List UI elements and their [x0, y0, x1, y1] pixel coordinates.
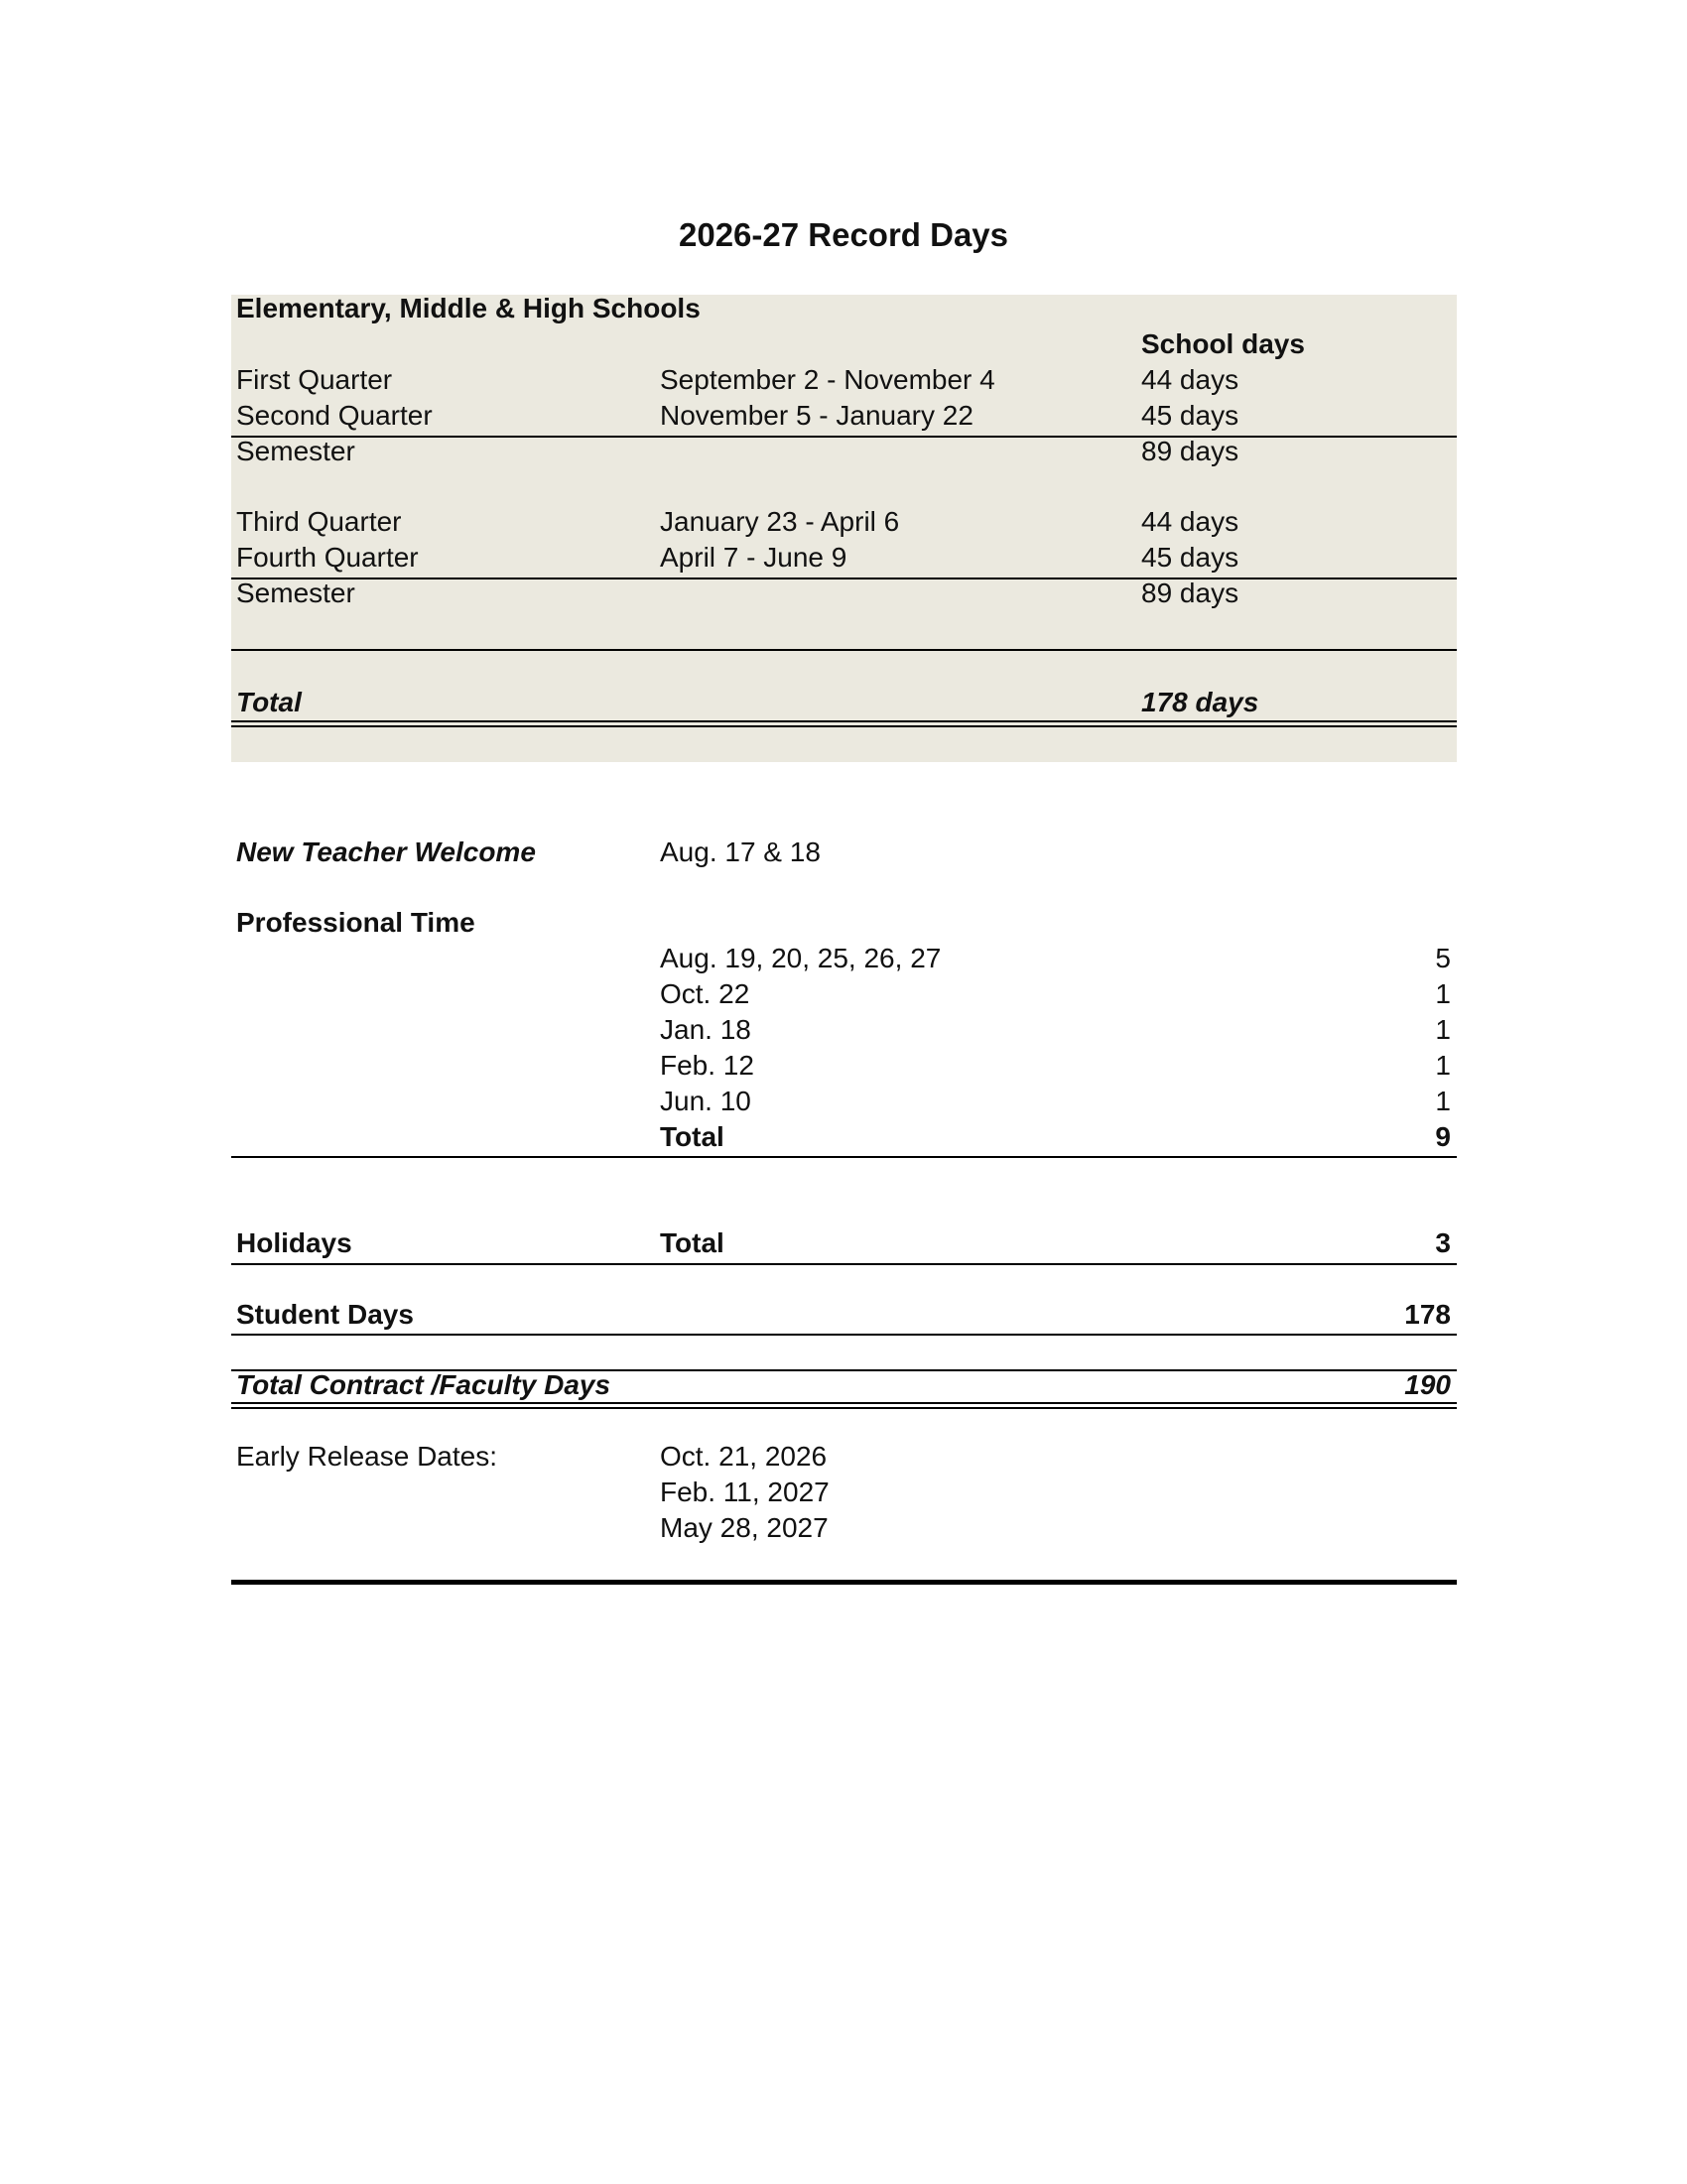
early-release-row [231, 1475, 1457, 1510]
quarter-row [231, 362, 1457, 398]
quarter-name: First Quarter [236, 364, 393, 395]
student-days-row [231, 1297, 1457, 1333]
professional-count: 1 [1435, 1050, 1451, 1081]
quarter-days: 45 days [1141, 542, 1239, 573]
quarter-name: Third Quarter [236, 506, 402, 537]
professional-dates: Aug. 19, 20, 25, 26, 27 [660, 943, 942, 973]
holidays-row [231, 1225, 1457, 1261]
professional-dates: Oct. 22 [660, 978, 750, 1009]
professional-total-row [231, 1119, 1457, 1155]
professional-dates: Jun. 10 [660, 1086, 751, 1116]
double-divider [231, 720, 1457, 727]
quarter-row [231, 504, 1457, 540]
page-title: 2026-27 Record Days [678, 216, 1009, 253]
divider [231, 649, 1457, 651]
professional-row [231, 1084, 1457, 1119]
early-release-date: Feb. 11, 2027 [660, 1477, 830, 1507]
quarter-row [231, 540, 1457, 576]
divider [231, 1334, 1457, 1336]
school-days-header-row [231, 326, 1457, 362]
professional-total-value: 9 [1435, 1121, 1451, 1152]
semester-label: Semester [236, 436, 355, 466]
semester-days: 89 days [1141, 578, 1239, 608]
professional-count: 1 [1435, 1086, 1451, 1116]
student-days-label: Student Days [236, 1299, 414, 1330]
early-release-date: Oct. 21, 2026 [660, 1441, 828, 1472]
new-teacher-label: New Teacher Welcome [236, 836, 536, 867]
professional-row [231, 941, 1457, 976]
professional-total-label: Total [660, 1121, 724, 1152]
schools-heading-row [231, 291, 1457, 326]
contract-days-value: 190 [1404, 1369, 1451, 1400]
student-days-value: 178 [1404, 1299, 1451, 1330]
early-release-row [231, 1439, 1457, 1475]
quarter-dates: April 7 - June 9 [660, 542, 847, 573]
quarter-dates: January 23 - April 6 [660, 506, 900, 537]
school-total-label: Total [236, 687, 302, 717]
quarter-days: 44 days [1141, 364, 1239, 395]
semester-row [231, 576, 1457, 611]
early-release-date: May 28, 2027 [660, 1512, 829, 1543]
professional-row [231, 1012, 1457, 1048]
holidays-total-label: Total [660, 1227, 724, 1258]
early-release-row [231, 1510, 1457, 1546]
quarter-days: 44 days [1141, 506, 1239, 537]
quarter-dates: September 2 - November 4 [660, 364, 995, 395]
divider [231, 1156, 1457, 1158]
bottom-rule [231, 1580, 1457, 1585]
quarter-dates: November 5 - January 22 [660, 400, 973, 431]
school-total-value: 178 days [1141, 687, 1259, 717]
double-divider [231, 1402, 1457, 1409]
holidays-label: Holidays [236, 1227, 352, 1258]
professional-count: 5 [1435, 943, 1451, 973]
professional-heading-row [231, 905, 1457, 941]
semester-row [231, 434, 1457, 469]
professional-label: Professional Time [236, 907, 475, 938]
contract-days-label: Total Contract /Faculty Days [236, 1369, 611, 1400]
professional-row [231, 1048, 1457, 1084]
professional-count: 1 [1435, 1014, 1451, 1045]
quarter-row [231, 398, 1457, 434]
professional-row [231, 976, 1457, 1012]
new-teacher-dates: Aug. 17 & 18 [660, 836, 821, 867]
new-teacher-row [231, 835, 1457, 870]
holidays-value: 3 [1435, 1227, 1451, 1258]
school-days-header: School days [1141, 328, 1305, 359]
divider [231, 1263, 1457, 1265]
school-total-row [231, 685, 1457, 720]
semester-days: 89 days [1141, 436, 1239, 466]
contract-days-row [231, 1367, 1457, 1403]
professional-dates: Feb. 12 [660, 1050, 754, 1081]
quarter-name: Second Quarter [236, 400, 433, 431]
quarter-name: Fourth Quarter [236, 542, 419, 573]
quarter-days: 45 days [1141, 400, 1239, 431]
early-release-label: Early Release Dates: [236, 1441, 498, 1472]
professional-count: 1 [1435, 978, 1451, 1009]
semester-label: Semester [236, 578, 355, 608]
professional-dates: Jan. 18 [660, 1014, 751, 1045]
schools-heading: Elementary, Middle & High Schools [236, 293, 701, 323]
